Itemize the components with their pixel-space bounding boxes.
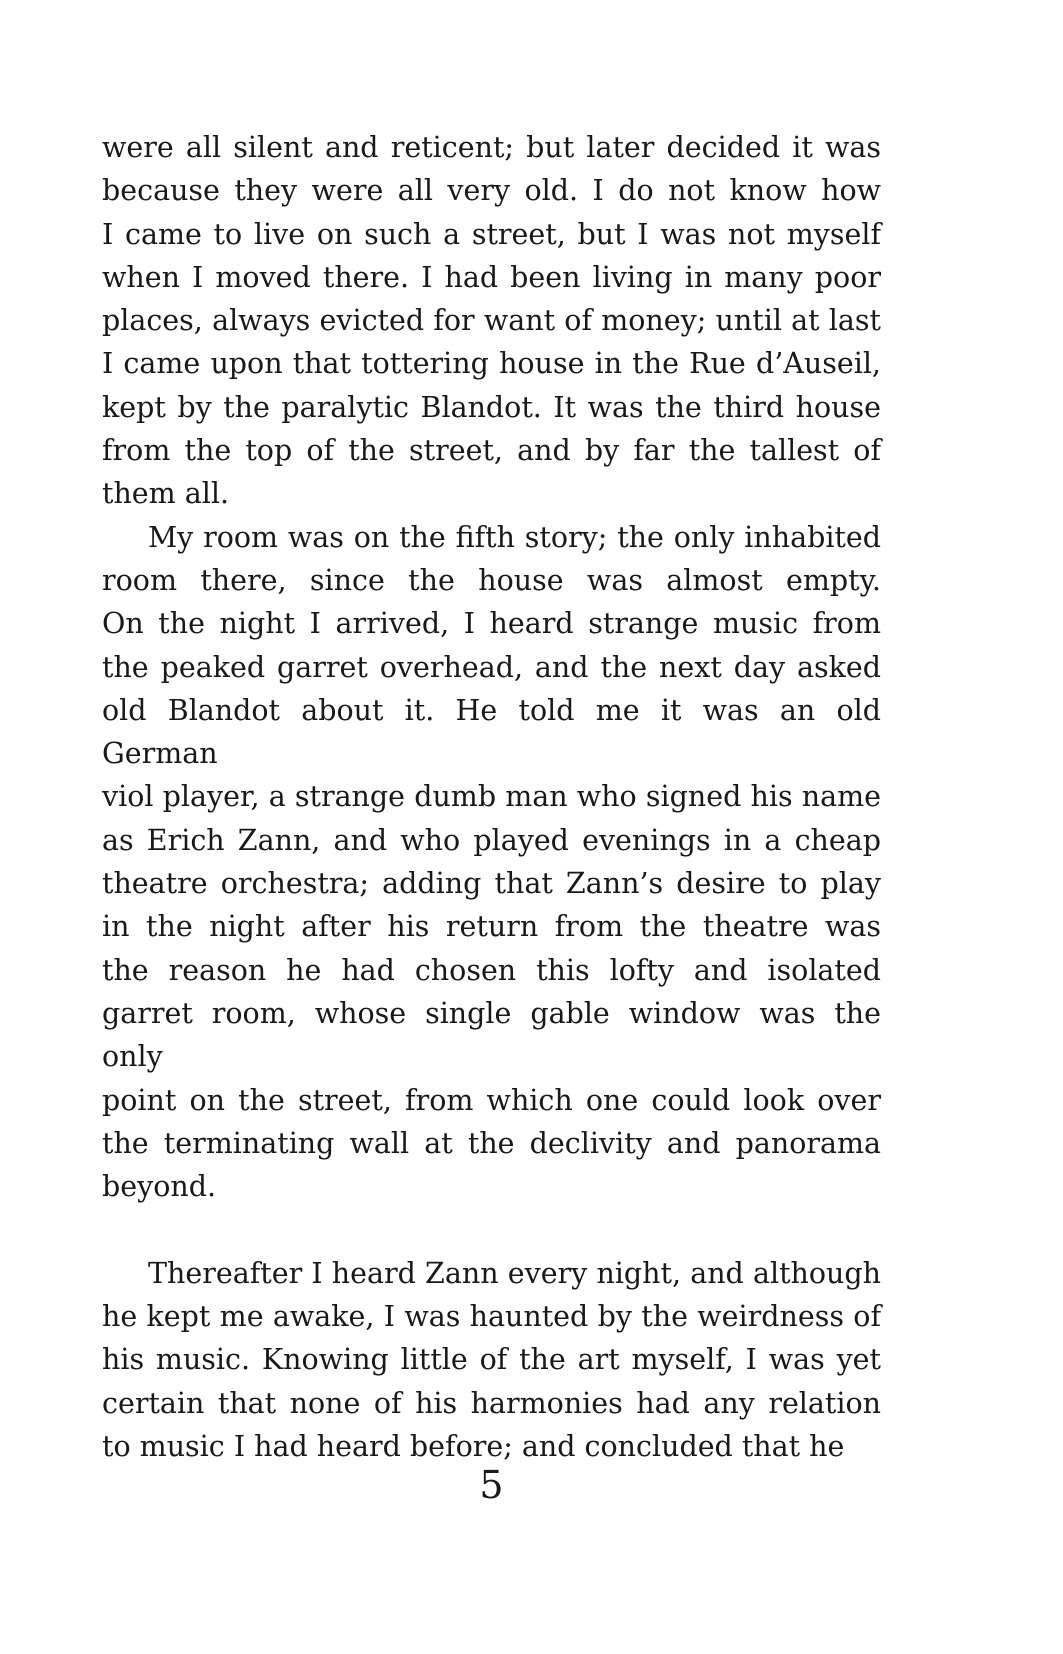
paragraph — [102, 126, 881, 516]
text-line: when I moved there. I had been living in many poor — [102, 260, 881, 294]
text-line: viol player, a strange dumb man who signed his name — [102, 780, 881, 814]
text-line: from the top of the street, and by far the tallest of — [102, 434, 881, 468]
text-line: as Erich Zann, and who played evenings in a cheap — [102, 823, 881, 857]
text-line: were all silent and reticent; but later decided it was — [102, 131, 881, 164]
text-line: point on the street, from which one could look over — [102, 1083, 881, 1117]
page-text — [102, 126, 881, 1468]
text-line: beyond. — [102, 1170, 217, 1204]
text-line: he kept me awake, I was haunted by the weirdness of — [102, 1300, 881, 1334]
text-line: On the night I arrived, I heard strange music from — [102, 607, 881, 641]
page-number: 5 — [479, 1463, 504, 1507]
text-line: theatre orchestra; adding that Zann’s desire to play — [102, 867, 881, 901]
text-line: his music. Knowing little of the art myself, I was yet — [102, 1343, 881, 1377]
text-line: places, always evicted for want of money; until at last — [102, 304, 881, 338]
text-line: room there, since the house was almost empty. — [102, 563, 881, 597]
text-line: the reason he had chosen this lofty and isolated — [102, 953, 881, 987]
text-line: because they were all very old. I do not know how — [102, 174, 881, 208]
text-line: them all. — [102, 477, 230, 511]
text-line: certain that none of his harmonies had any relation — [102, 1386, 881, 1420]
text-line: Thereafter I heard Zann every night, and although — [148, 1256, 881, 1290]
text-line: I came upon that tottering house in the Rue d’Auseil, — [102, 347, 881, 381]
text-line: garret room, whose single gable window was the only — [102, 996, 881, 1074]
text-line: to music I had heard before; and concluded that he — [102, 1429, 845, 1463]
text-line: the peaked garret overhead, and the next day asked — [102, 650, 881, 684]
text-line: old Blandot about it. He told me it was an old German — [102, 693, 881, 771]
text-line: kept by the paralytic Blandot. It was the third house — [102, 390, 881, 424]
text-line: in the night after his return from the theatre was — [102, 910, 881, 944]
paragraph — [102, 516, 881, 1209]
text-line: My room was on the fifth story; the only inhabited — [148, 520, 881, 554]
paragraph — [102, 1252, 881, 1468]
text-line: I came to live on such a street, but I was not myself — [102, 217, 881, 251]
text-line: the terminating wall at the declivity and panorama — [102, 1126, 881, 1160]
